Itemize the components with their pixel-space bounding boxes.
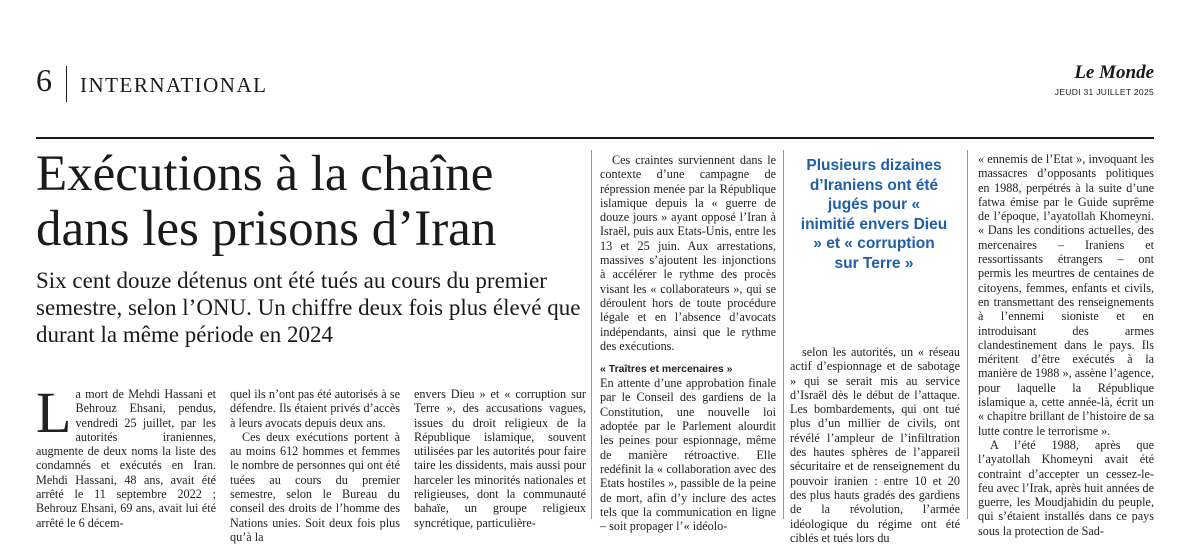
column-rule	[967, 150, 968, 519]
column-rule	[591, 150, 592, 519]
newspaper-logo: Le Monde	[1074, 62, 1154, 83]
page-number: 6	[36, 62, 52, 98]
drop-cap: L	[36, 380, 72, 445]
header-rule	[36, 137, 1154, 139]
article-deck: Six cent douze détenus ont été tués au cours du premier semestre, selon l’ONU. Un chiffre deux fois plus élevé que durant la même période en 2024	[36, 268, 581, 347]
column-2-paragraph-2: Ces deux exécutions portent à au moins 612 hommes et femmes le nombre de personnes qui ont été tuées au cours du premier semestre, selon le Bureau du conseil des droits de l’homme des Nations unies. Soit deux fois plus qu’à la	[230, 429, 400, 544]
pull-quote: Plusieurs dizaines d’Iraniens ont été jugés pour « inimitié envers Dieu » et « corruption sur Terre »	[800, 157, 948, 272]
article-headline: Exécutions à la chaîne dans les prisons d’Iran	[36, 146, 497, 257]
column-1-text: a mort de Mehdi Hassani et Behrouz Ehsani, pendus, vendredi 25 juillet, par les autorités iraniennes, augmente de deux noms la liste des condamnés et exécutés en Iran. Mehdi Hassani, 48 ans, avait été arrêté le 11 septembre 2022 ; Behrouz Ehsani, 69 ans, avait lui été arrêté le 6 décem-	[36, 387, 216, 530]
column-2-paragraph-1: quel ils n’ont pas été autorisés à se défendre. Ils étaient privés d’accès à leurs avocats depuis deux ans.	[230, 387, 400, 430]
column-4-paragraph-1: Ces craintes surviennent dans le contexte d’une campagne de répression menée par la République islamique depuis la « guerre de douze jours » ayant opposé l’Iran à Israël, puis aux Etats-Unis, entre les 13 et 25 juin. Aux arrestations, massives s’ajoutent les injonctions à accélérer le rythme des procès visant les « collaborateurs », qui se déroulent hors de toute procédure légale et en l’absence d’avocats indépendants, ainsi que le rythme des exécutions.	[600, 153, 776, 353]
column-6-paragraph-1: « ennemis de l’Etat », invoquant les massacres d’opposants politiques en 1988, perpétrés à la suite d’une fatwa émise par le Guide suprême de l’époque, l’ayatollah Khomeyni. « Dans les conditions actuelles, des mercenaires – Iraniens et ressortissants étrangers – ont permis les meurtres de centaines de citoyens, femmes, enfants et civils, en transmettant des renseignements à l’ennemi sioniste et en introduisant des armes clandestinement dans le pays. Ils méritent d’être exécutés à la manière de 1988 », assène l’agence, pour laquelle la République islamique a, cette année-là, écrit un « chapitre brillant de l’histoire de sa lutte contre le terrorisme ».	[978, 152, 1154, 438]
section-subhead: « Traîtres et mercenaires »	[600, 363, 733, 376]
body-column-2	[230, 387, 400, 544]
body-column-6	[978, 152, 1154, 538]
column-4-paragraph-2: En attente d’une approbation finale par le Conseil des gardiens de la Constitution, une nouvelle loi adoptée par le Parlement alourdit les peines pour espionnage, même de manière rétroactive. Elle redéfinit la « collaboration avec des Etats hostiles », passible de la peine de mort, afin d’y inclure des actes tels que la communication en ligne – soit propager l’« idéolo-	[600, 376, 776, 534]
issue-date: JEUDI 31 JUILLET 2025	[1054, 87, 1154, 97]
column-rule	[783, 150, 784, 519]
body-column-4	[600, 153, 776, 533]
body-column-1	[36, 380, 216, 530]
section-rubric: INTERNATIONAL	[80, 73, 268, 97]
header-divider	[66, 66, 67, 102]
body-column-5	[790, 345, 960, 545]
column-6-paragraph-2: A l’été 1988, après que l’ayatollah Khomeyni avait été contraint d’accepter un cessez-le-feu avec l’Irak, après huit années de guerre, les Moudjahidin du peuple, qui s’étaient installés dans ce pays sous la protection de Sad-	[978, 437, 1154, 538]
column-3-text: envers Dieu » et « corruption sur Terre », des accusations vagues, issues du droit religieux de la République islamique, souvent utilisées par les autorités pour faire taire les dissidents, mais aussi pour harceler les minorités nationales et religieuses, dont la communauté bahaïe, un groupe religieux syncrétique, particulière-	[414, 387, 586, 530]
column-5-text: selon les autorités, un « réseau actif d’espionnage et de sabotage » qui se serait mis au service d’Israël dès le début de l’attaque. Les bombardements, qui ont tué plus d’un millier de civils, ont révélé l’ampleur de l’infiltration des hautes sphères de l’appareil sécuritaire et de renseignement du pouvoir iranien : entre 10 et 20 des plus hauts gradés des gardiens de la révolution, l’armée idéologique du régime ont été ciblés et tués lors du	[790, 345, 960, 545]
body-column-3	[414, 387, 586, 530]
